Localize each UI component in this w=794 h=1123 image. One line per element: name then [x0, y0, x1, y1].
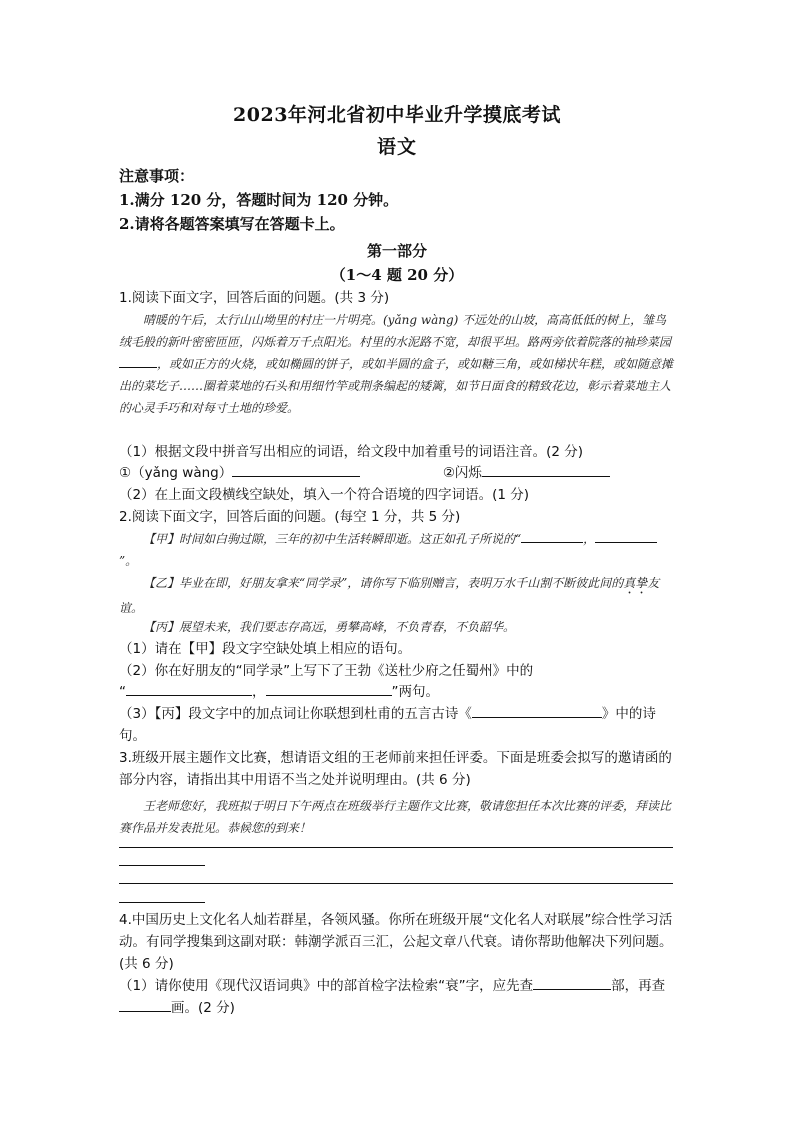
q1-sub1-answers: ①（yǎng wàng） ②闪烁 [119, 462, 675, 484]
q2-sub1: （1）请在【甲】段文字空缺处填上相应的语句。 [119, 641, 412, 657]
subject-title: 语文 [376, 136, 417, 158]
q4-sub1: （1）请你使用《现代汉语词典》中的部首检字法检索“衰”字，应先查 部，再查画。(2 分) [119, 975, 675, 1019]
poem-blank-1[interactable] [126, 681, 252, 696]
jia-blank-1[interactable] [521, 528, 583, 543]
notice-item: 1.满分 120 分，答题时间为 120 分钟。 [119, 191, 399, 209]
q3-stem: 3.班级开展主题作文比赛，想请语文组的王老师前来担任评委。下面是班委会拟写的邀请函的部分内容，请指出其中用语不当之处并说明理由。(共 6 分) [119, 750, 672, 788]
jia-blank-2[interactable] [595, 528, 657, 543]
q1-sub2: （2）在上面文段横线空缺处，填入一个符合语境的四字词语。(1 分) [119, 487, 530, 503]
q1-passage: 晴暖的午后，太行山山坳里的村庄一片明亮。(yǎng wàng) 不远处的山坡，高高低低的树上，雏鸟绒毛般的新叶密密匝匝，闪烁着万千点阳光。村里的水泥路不宽，却很平坦。路两旁依着院落的袖珍菜园，或如正方的火烧，或如椭圆的饼子，或如半圆的盒子，或如糖三角，或如梯状年糕，或如随意摊出的菜圪子……圈着菜地的石头和用细竹竿或荆条编起的矮篱，如节日面食的精致花边，彰示着菜地主人的心灵手巧和对每寸土地的珍爱。 [119, 313, 674, 415]
part-title: 第一部分 [366, 242, 427, 260]
q1-passage-blank[interactable] [119, 353, 157, 368]
notice-heading: 注意事项： [119, 167, 195, 185]
answer-line[interactable] [119, 902, 205, 903]
q2-jia: 【甲】时间如白驹过隙，三年的初中生活转瞬即逝。这正如孔子所说的“ ，”。 [119, 528, 675, 572]
q2-sub2-answers: “ ， ”两句。 [119, 681, 675, 703]
poem-title-blank[interactable] [472, 703, 602, 718]
answer-line[interactable] [119, 883, 673, 884]
answer-line[interactable] [119, 847, 673, 848]
stroke-count-blank[interactable] [119, 997, 171, 1012]
q2-stem: 2.阅读下面文字，回答后面的问题。(每空 1 分，共 5 分) [119, 509, 461, 525]
q2-yi: 【乙】毕业在即，好朋友拿来“同学录”，请你写下临别赠言，表明万水千山割不断彼此间的真挚友谊。 [119, 576, 660, 615]
exam-title: 2023年河北省初中毕业升学摸底考试 [233, 104, 561, 126]
q3-letter: 王老师您好，我班拟于明日下午两点在班级举行主题作文比赛，敬请您担任本次比赛的评委，拜读比赛作品并发表批见。恭候您的到来！ [119, 799, 672, 835]
answer-blank-shanshuo[interactable] [482, 462, 610, 477]
q2-sub3: （3）【丙】段文字中的加点词让你联想到杜甫的五言古诗《 》中的诗句。 [119, 703, 675, 747]
answer-line[interactable] [119, 865, 205, 866]
q2-sub2: （2）你在好朋友的“同学录”上写下了王勃《送杜少府之任蜀州》中的 [119, 663, 534, 679]
q1-stem: 1.阅读下面文字，回答后面的问题。(共 3 分) [119, 290, 390, 306]
radical-blank[interactable] [533, 975, 611, 990]
q2-bing: 【丙】展望未来，我们要志存高远，勇攀高峰，不负青春，不负韶华。 [143, 620, 516, 634]
poem-blank-2[interactable] [266, 681, 392, 696]
notice-item: 2.请将各题答案填写在答题卡上。 [119, 215, 345, 233]
q4-stem: 4.中国历史上文化名人灿若群星，各领风骚。你所在班级开展“文化名人对联展”综合性学习活动。有同学搜集到这副对联：韩潮学派百三汇，公起文章八代衰。请你帮助他解决下列问题。(共 6 分) [119, 912, 673, 972]
dotted-word: 真挚 [623, 576, 648, 590]
answer-blank-yangwang[interactable] [232, 462, 360, 477]
part-range: （1～4 题 20 分） [330, 266, 464, 284]
q1-sub1: （1）根据文段中拼音写出相应的词语，给文段中加着重号的词语注音。(2 分) [119, 444, 584, 460]
